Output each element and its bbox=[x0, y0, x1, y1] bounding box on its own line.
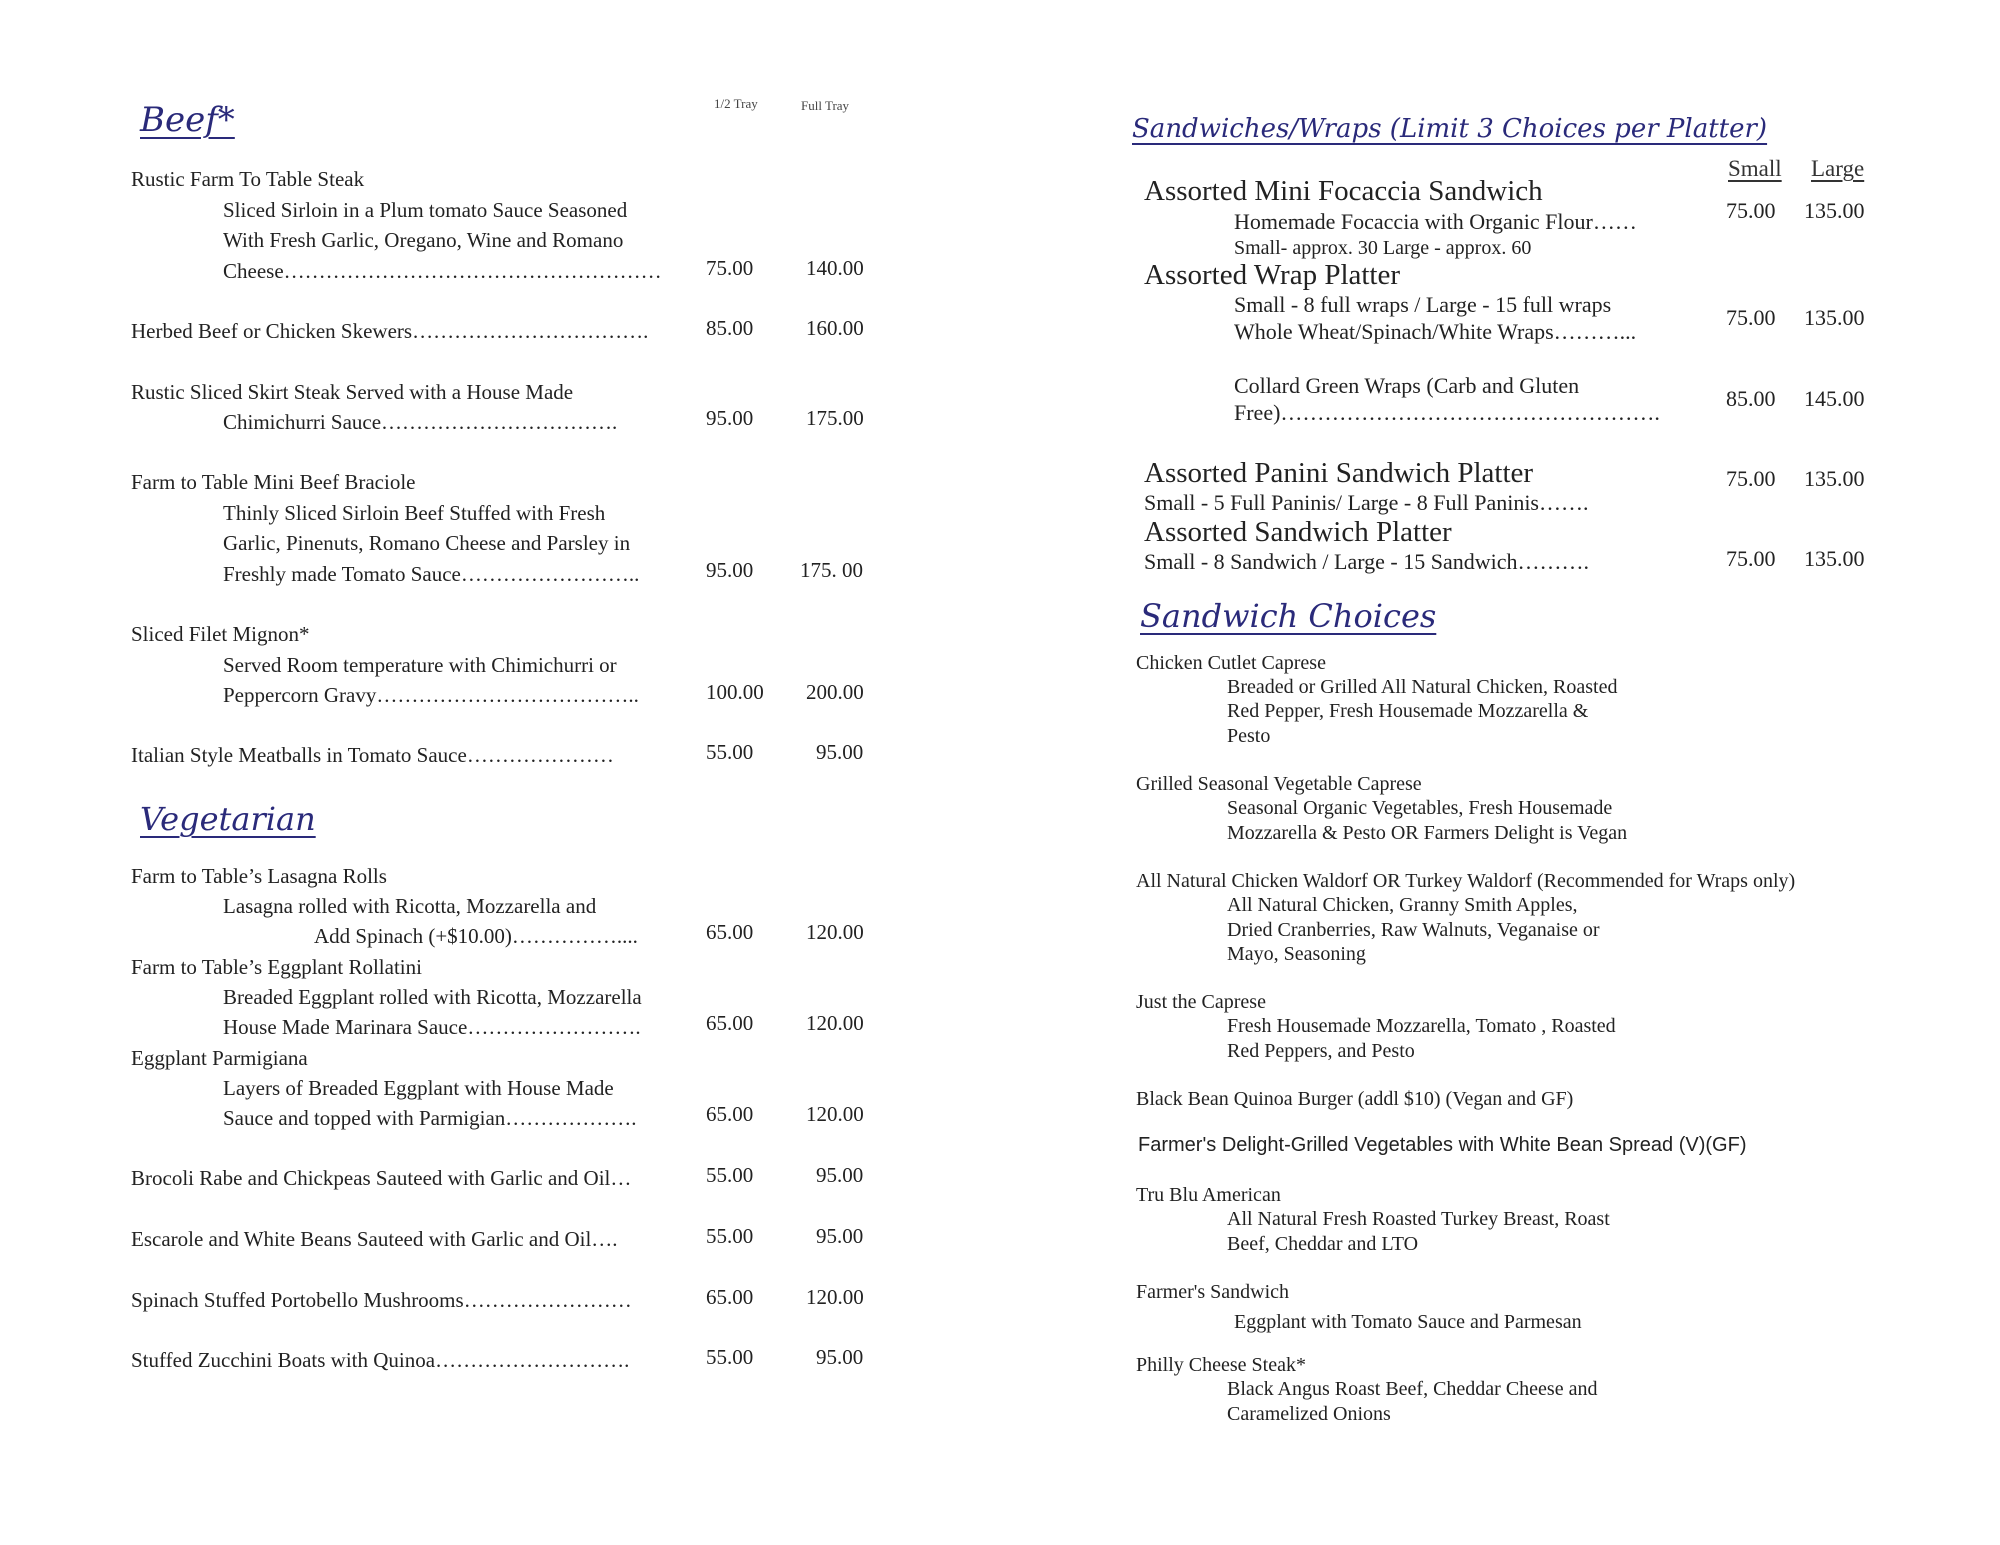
menu-item-name: Eggplant Parmigiana bbox=[131, 1046, 308, 1070]
full-tray-price: 120.00 bbox=[806, 920, 864, 944]
half-tray-price: 55.00 bbox=[706, 1345, 754, 1369]
full-tray-price: 120.00 bbox=[806, 1285, 864, 1309]
menu-item-desc: Thinly Sliced Sirloin Beef Stuffed with Fresh bbox=[223, 501, 606, 525]
half-tray-price: 75.00 bbox=[706, 256, 754, 280]
choice-name: Philly Cheese Steak* bbox=[1136, 1354, 1306, 1376]
platter-name: Assorted Sandwich Platter bbox=[1144, 516, 1452, 548]
choice-desc: Caramelized Onions bbox=[1227, 1403, 1391, 1425]
menu-item-desc: Layers of Breaded Eggplant with House Made bbox=[223, 1076, 614, 1100]
small-price: 75.00 bbox=[1726, 305, 1776, 330]
menu-item-name: Stuffed Zucchini Boats with Quinoa………………………. bbox=[131, 1348, 630, 1372]
half-tray-price: 65.00 bbox=[706, 1285, 754, 1309]
choice-desc: All Natural Chicken, Granny Smith Apples, bbox=[1227, 894, 1578, 916]
platter-desc: Whole Wheat/Spinach/White Wraps………... bbox=[1234, 319, 1637, 344]
menu-item-desc: Freshly made Tomato Sauce…………………….. bbox=[223, 562, 640, 586]
full-tray-price: 120.00 bbox=[806, 1102, 864, 1126]
small-price: 75.00 bbox=[1726, 546, 1776, 571]
small-price: 75.00 bbox=[1726, 466, 1776, 491]
menu-item-name: Brocoli Rabe and Chickpeas Sauteed with Garlic and Oil… bbox=[131, 1166, 632, 1190]
small-column-header: Small bbox=[1728, 156, 1782, 181]
platter-name: Assorted Mini Focaccia Sandwich bbox=[1144, 175, 1543, 207]
menu-item-desc: Lasagna rolled with Ricotta, Mozzarella and bbox=[223, 894, 597, 918]
platter-name: Assorted Panini Sandwich Platter bbox=[1144, 457, 1534, 489]
full-tray-price: 160.00 bbox=[806, 316, 864, 340]
choice-name: Tru Blu American bbox=[1136, 1184, 1281, 1206]
menu-item-desc: Chimichurri Sauce……………………………. bbox=[223, 410, 618, 434]
menu-item-name: Rustic Sliced Skirt Steak Served with a House Made bbox=[131, 380, 574, 404]
large-price: 145.00 bbox=[1804, 386, 1865, 411]
menu-item-desc: Sauce and topped with Parmigian………………. bbox=[223, 1106, 637, 1130]
large-price: 135.00 bbox=[1804, 546, 1865, 571]
choice-name: Chicken Cutlet Caprese bbox=[1136, 652, 1326, 674]
full-tray-price: 200.00 bbox=[806, 680, 864, 704]
half-tray-price: 100.00 bbox=[706, 680, 764, 704]
full-tray-price: 95.00 bbox=[816, 1345, 864, 1369]
menu-item-desc: House Made Marinara Sauce……………………. bbox=[223, 1015, 641, 1039]
platter-desc: Collard Green Wraps (Carb and Gluten bbox=[1234, 373, 1580, 398]
menu-item-desc: Breaded Eggplant rolled with Ricotta, Mozzarella bbox=[223, 985, 642, 1009]
full-tray-price: 140.00 bbox=[806, 256, 864, 280]
full-tray-price: 95.00 bbox=[816, 740, 864, 764]
large-price: 135.00 bbox=[1804, 305, 1865, 330]
beef-heading: Beef* bbox=[140, 100, 235, 140]
full-tray-price: 175.00 bbox=[806, 406, 864, 430]
platter-desc: Homemade Focaccia with Organic Flour…… bbox=[1234, 209, 1637, 234]
choice-desc: Fresh Housemade Mozzarella, Tomato , Roasted bbox=[1227, 1015, 1616, 1037]
choice-desc: Dried Cranberries, Raw Walnuts, Veganaise or bbox=[1227, 919, 1600, 941]
large-price: 135.00 bbox=[1804, 466, 1865, 491]
sandwiches-heading: Sandwiches/Wraps (Limit 3 Choices per Platter) bbox=[1132, 114, 1768, 144]
platter-desc: Small - 8 full wraps / Large - 15 full wraps bbox=[1234, 292, 1612, 317]
choice-desc: All Natural Fresh Roasted Turkey Breast, Roast bbox=[1227, 1208, 1610, 1230]
menu-item-desc: Cheese……………………………………………… bbox=[223, 259, 662, 283]
menu-item-name: Spinach Stuffed Portobello Mushrooms…………………… bbox=[131, 1288, 632, 1312]
menu-item-desc: Garlic, Pinenuts, Romano Cheese and Parsley in bbox=[223, 531, 631, 555]
small-price: 75.00 bbox=[1726, 198, 1776, 223]
large-column-header: Large bbox=[1811, 156, 1865, 181]
choice-name: Just the Caprese bbox=[1136, 991, 1266, 1013]
half-tray-price: 55.00 bbox=[706, 740, 754, 764]
choice-desc: Eggplant with Tomato Sauce and Parmesan bbox=[1234, 1311, 1582, 1333]
menu-item-desc: Sliced Sirloin in a Plum tomato Sauce Seasoned bbox=[223, 198, 628, 222]
menu-item-name: Escarole and White Beans Sauteed with Garlic and Oil…. bbox=[131, 1227, 618, 1251]
platter-desc: Free)……………………………………………. bbox=[1234, 400, 1660, 425]
choice-name: Farmer's Sandwich bbox=[1136, 1281, 1290, 1303]
choice-desc: Mayo, Seasoning bbox=[1227, 943, 1366, 965]
platter-desc: Small - 8 Sandwich / Large - 15 Sandwich………. bbox=[1144, 549, 1590, 574]
menu-item-name: Italian Style Meatballs in Tomato Sauce………………… bbox=[131, 743, 614, 767]
menu-item-name: Rustic Farm To Table Steak bbox=[131, 167, 365, 191]
choice-name: Grilled Seasonal Vegetable Caprese bbox=[1136, 773, 1422, 795]
choice-name: Black Bean Quinoa Burger (addl $10) (Vegan and GF) bbox=[1136, 1088, 1574, 1110]
full-tray-column-header: Full Tray bbox=[801, 98, 850, 113]
half-tray-price: 65.00 bbox=[706, 920, 754, 944]
choice-desc: Black Angus Roast Beef, Cheddar Cheese and bbox=[1227, 1378, 1598, 1400]
menu-item-desc: Add Spinach (+$10.00)…………….... bbox=[314, 924, 638, 948]
menu-item-name: Herbed Beef or Chicken Skewers……………………………. bbox=[131, 319, 649, 343]
choice-desc: Mozzarella & Pesto OR Farmers Delight is Vegan bbox=[1227, 822, 1628, 844]
half-tray-column-header: 1/2 Tray bbox=[714, 96, 758, 111]
full-tray-price: 95.00 bbox=[816, 1224, 864, 1248]
platter-desc: Small - 5 Full Paninis/ Large - 8 Full Paninis……. bbox=[1144, 490, 1589, 515]
choice-desc: Red Peppers, and Pesto bbox=[1227, 1040, 1415, 1062]
menu-item-name: Sliced Filet Mignon* bbox=[131, 622, 310, 646]
menu-item-desc: Served Room temperature with Chimichurri or bbox=[223, 653, 617, 677]
half-tray-price: 95.00 bbox=[706, 558, 754, 582]
platter-desc: Small- approx. 30 Large - approx. 60 bbox=[1234, 237, 1532, 259]
choice-desc: Beef, Cheddar and LTO bbox=[1227, 1233, 1419, 1255]
half-tray-price: 55.00 bbox=[706, 1163, 754, 1187]
half-tray-price: 85.00 bbox=[706, 316, 754, 340]
vegetarian-heading: Vegetarian bbox=[140, 800, 316, 838]
menu-item-desc: Peppercorn Gravy……………………………….. bbox=[223, 683, 639, 707]
large-price: 135.00 bbox=[1804, 198, 1865, 223]
full-tray-price: 95.00 bbox=[816, 1163, 864, 1187]
choice-desc: Pesto bbox=[1227, 725, 1271, 747]
choice-desc: Red Pepper, Fresh Housemade Mozzarella & bbox=[1227, 700, 1589, 722]
menu-item-name: Farm to Table’s Lasagna Rolls bbox=[131, 864, 387, 888]
sandwich-choices-heading: Sandwich Choices bbox=[1140, 597, 1437, 635]
half-tray-price: 65.00 bbox=[706, 1011, 754, 1035]
choice-desc: Breaded or Grilled All Natural Chicken, Roasted bbox=[1227, 676, 1618, 698]
half-tray-price: 95.00 bbox=[706, 406, 754, 430]
menu-item-name: Farm to Table Mini Beef Braciole bbox=[131, 470, 416, 494]
full-tray-price: 175. 00 bbox=[800, 558, 863, 582]
choice-name: All Natural Chicken Waldorf OR Turkey Waldorf (Recommended for Wraps only) bbox=[1136, 870, 1796, 892]
half-tray-price: 55.00 bbox=[706, 1224, 754, 1248]
menu-item-name: Farm to Table’s Eggplant Rollatini bbox=[131, 955, 422, 979]
menu-item-desc: With Fresh Garlic, Oregano, Wine and Romano bbox=[223, 228, 624, 252]
full-tray-price: 120.00 bbox=[806, 1011, 864, 1035]
half-tray-price: 65.00 bbox=[706, 1102, 754, 1126]
choice-desc: Seasonal Organic Vegetables, Fresh Housemade bbox=[1227, 797, 1613, 819]
choice-name: Farmer's Delight-Grilled Vegetables with White Bean Spread (V)(GF) bbox=[1138, 1134, 1747, 1156]
small-price: 85.00 bbox=[1726, 386, 1776, 411]
platter-name: Assorted Wrap Platter bbox=[1144, 259, 1401, 291]
